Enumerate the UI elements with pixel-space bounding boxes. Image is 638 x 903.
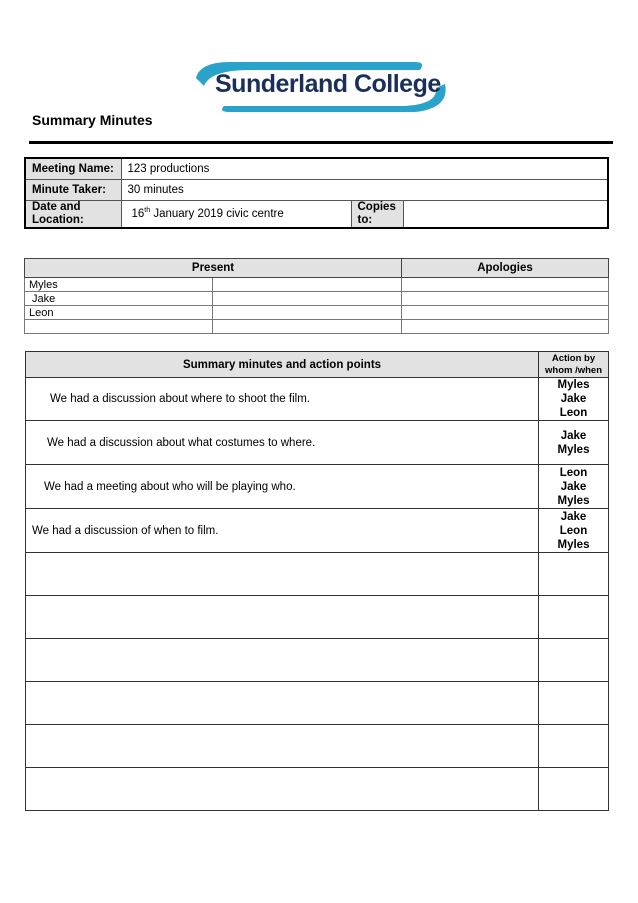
empty-minute-cell	[26, 682, 539, 725]
copies-to-value	[403, 200, 608, 228]
apologies-header: Apologies	[402, 259, 609, 278]
present-name: Myles	[25, 278, 213, 292]
action-owners: Myles Jake Leon	[539, 378, 609, 421]
minute-taker-label: Minute Taker:	[25, 179, 121, 200]
empty-action-cell	[539, 596, 609, 639]
empty-action-cell	[539, 682, 609, 725]
minutes-table	[25, 351, 609, 811]
empty-action-cell	[539, 768, 609, 811]
empty-minute-cell	[26, 596, 539, 639]
meeting-name-label: Meeting Name:	[25, 158, 121, 179]
empty-minute-cell	[26, 639, 539, 682]
present-extra	[213, 292, 402, 306]
empty-action-cell	[539, 639, 609, 682]
college-logo	[190, 58, 450, 116]
minute-text: We had a meeting about who will be playing who.	[26, 465, 539, 509]
action-owners: Jake Myles	[539, 421, 609, 465]
apology-cell	[402, 320, 609, 334]
apology-cell	[402, 292, 609, 306]
present-name: Jake	[25, 292, 213, 306]
minute-text: We had a discussion of when to film.	[26, 509, 539, 553]
page-title: Summary Minutes	[32, 112, 153, 128]
meeting-name-value: 123 productions	[121, 158, 608, 179]
empty-action-cell	[539, 553, 609, 596]
empty-action-cell	[539, 725, 609, 768]
minute-text: We had a discussion about what costumes to where.	[26, 421, 539, 465]
summary-header: Summary minutes and action points	[26, 352, 539, 378]
present-extra	[213, 306, 402, 320]
present-extra	[213, 278, 402, 292]
minute-taker-value: 30 minutes	[121, 179, 608, 200]
present-header: Present	[25, 259, 402, 278]
date-location-label: Date and Location:	[25, 200, 121, 228]
logo-text: Sunderland College	[215, 70, 441, 98]
copies-to-label: Copies to:	[351, 200, 403, 228]
apology-cell	[402, 278, 609, 292]
present-extra	[213, 320, 402, 334]
present-name	[25, 320, 213, 334]
action-by-header: Action by whom /when	[539, 352, 609, 378]
title-divider	[29, 141, 613, 144]
apology-cell	[402, 306, 609, 320]
empty-minute-cell	[26, 553, 539, 596]
date-location-value: 16th January 2019 civic centre	[121, 200, 351, 228]
present-name: Leon	[25, 306, 213, 320]
minute-text: We had a discussion about where to shoot the film.	[26, 378, 539, 421]
action-owners: Jake Leon Myles	[539, 509, 609, 553]
empty-minute-cell	[26, 768, 539, 811]
empty-minute-cell	[26, 725, 539, 768]
attendance-table	[24, 258, 609, 334]
meeting-details-table	[24, 157, 609, 229]
action-owners: Leon Jake Myles	[539, 465, 609, 509]
